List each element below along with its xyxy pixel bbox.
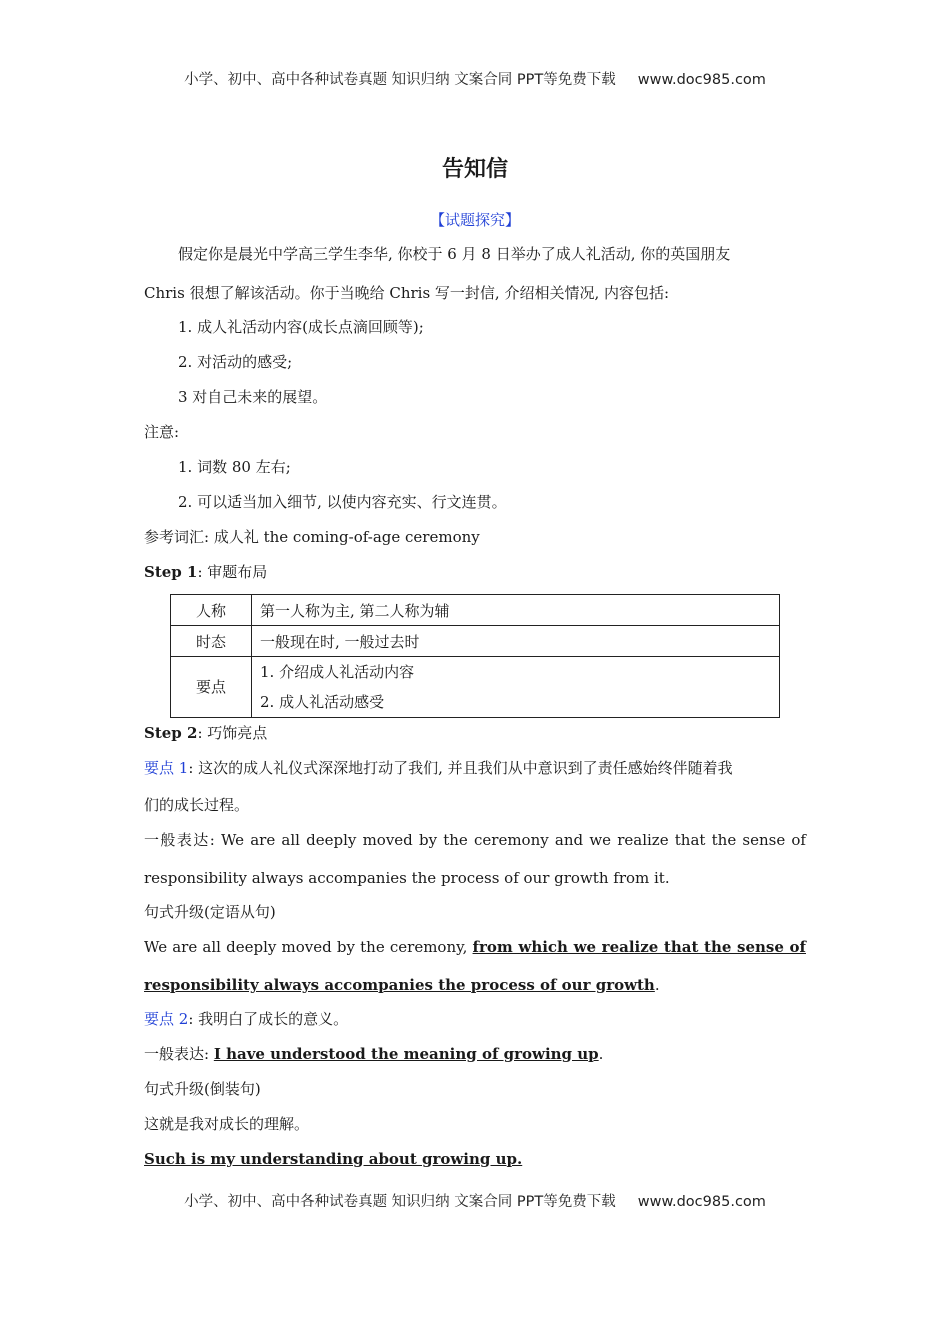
point2-label: 要点 2: [144, 1010, 189, 1028]
point1-upgrade-bold-b: responsibility always accompanies the process of our growth: [144, 976, 655, 994]
point2-upgrade-label: 句式升级(倒装句): [144, 1080, 261, 1098]
point2-text: : 我明白了成长的意义。: [188, 1010, 349, 1028]
table-key: 要点: [171, 657, 252, 718]
document-title: 告知信: [441, 157, 508, 182]
page-header: [0, 68, 950, 89]
step1-title: : 审题布局: [197, 563, 268, 581]
point1-general-line-1: [144, 830, 806, 850]
step2-label: Step 2: [144, 724, 198, 742]
point2-en-bold: Such is my understanding about growing up.: [144, 1150, 523, 1168]
vocab-line: 参考词汇: 成人礼 the coming-of-age ceremony: [144, 528, 480, 546]
table-value: 第一人称为主, 第二人称为辅: [252, 595, 780, 626]
point1-upgrade-plain: We are all deeply moved by the ceremony,: [144, 938, 468, 956]
notes-label: 注意:: [144, 423, 180, 441]
table-key: 时态: [171, 626, 252, 657]
table-row: [171, 657, 780, 718]
point2-line: [144, 1009, 348, 1029]
point1-upgrade-label: 句式升级(定语从句): [144, 903, 276, 921]
table-key: 人称: [171, 595, 252, 626]
prompt-item-2: 2. 对活动的感受;: [178, 353, 293, 371]
table-value-line: 1. 介绍成人礼活动内容: [260, 663, 415, 681]
point1-label: 要点 1: [144, 759, 189, 777]
step2-heading: [144, 723, 267, 743]
page-footer: [0, 1190, 950, 1211]
table-value: 一般现在时, 一般过去时: [252, 626, 780, 657]
step1-heading: [144, 562, 267, 582]
prompt-line-1: 假定你是晨光中学高三学生李华, 你校于 6 月 8 日举办了成人礼活动, 你的英国朋友: [178, 245, 731, 263]
note-item-1: 1. 词数 80 左右;: [178, 458, 291, 476]
prompt-item-3: 3 对自己未来的展望。: [178, 388, 328, 406]
point1-line-1: [144, 758, 733, 778]
step1-table: [170, 594, 780, 718]
point1-upgrade-line-1: [144, 937, 806, 957]
footer-url[interactable]: www.doc985.com: [637, 1194, 766, 1210]
footer-text: 小学、初中、高中各种试卷真题 知识归纳 文案合同 PPT等免费下载: [184, 1194, 616, 1210]
point2-general-bold: I have understood the meaning of growing up: [213, 1045, 599, 1063]
prompt-line-2: Chris 很想了解该活动。你于当晚给 Chris 写一封信, 介绍相关情况, 内容包括:: [144, 284, 670, 302]
point1-general-line-2: responsibility always accompanies the process of our growth from it.: [144, 869, 670, 887]
point2-en: [144, 1149, 522, 1169]
point2-general-end: .: [598, 1045, 604, 1063]
step1-label: Step 1: [144, 563, 198, 581]
step2-title: : 巧饰亮点: [197, 724, 268, 742]
note-item-2: 2. 可以适当加入细节, 以使内容充实、行文连贯。: [178, 493, 507, 511]
header-url[interactable]: www.doc985.com: [637, 72, 766, 88]
point2-cn: 这就是我对成长的理解。: [144, 1115, 310, 1133]
point1-upgrade-end: .: [654, 976, 660, 994]
table-value-line: 2. 成人礼活动感受: [260, 693, 385, 711]
point2-general-label: 一般表达:: [144, 1045, 214, 1063]
point1-line-2: 们的成长过程。: [144, 796, 250, 814]
table-row: [171, 595, 780, 626]
point1-general-a: We are all deeply moved by the ceremony and we realize that the sense of: [220, 831, 806, 849]
section-tag: 【试题探究】: [429, 211, 520, 229]
point1-upgrade-bold-a: from which we realize that the sense of: [472, 938, 806, 956]
prompt-item-1: 1. 成人礼活动内容(成长点滴回顾等);: [178, 318, 424, 336]
header-text: 小学、初中、高中各种试卷真题 知识归纳 文案合同 PPT等免费下载: [184, 72, 616, 88]
point1-upgrade-line-2: [144, 975, 660, 995]
point1-general-label: 一般表达:: [144, 831, 215, 849]
point2-general-line: [144, 1044, 603, 1064]
point1-text-a: : 这次的成人礼仪式深深地打动了我们, 并且我们从中意识到了责任感始终伴随着我: [188, 759, 733, 777]
table-row: [171, 626, 780, 657]
table-value: [252, 657, 780, 718]
